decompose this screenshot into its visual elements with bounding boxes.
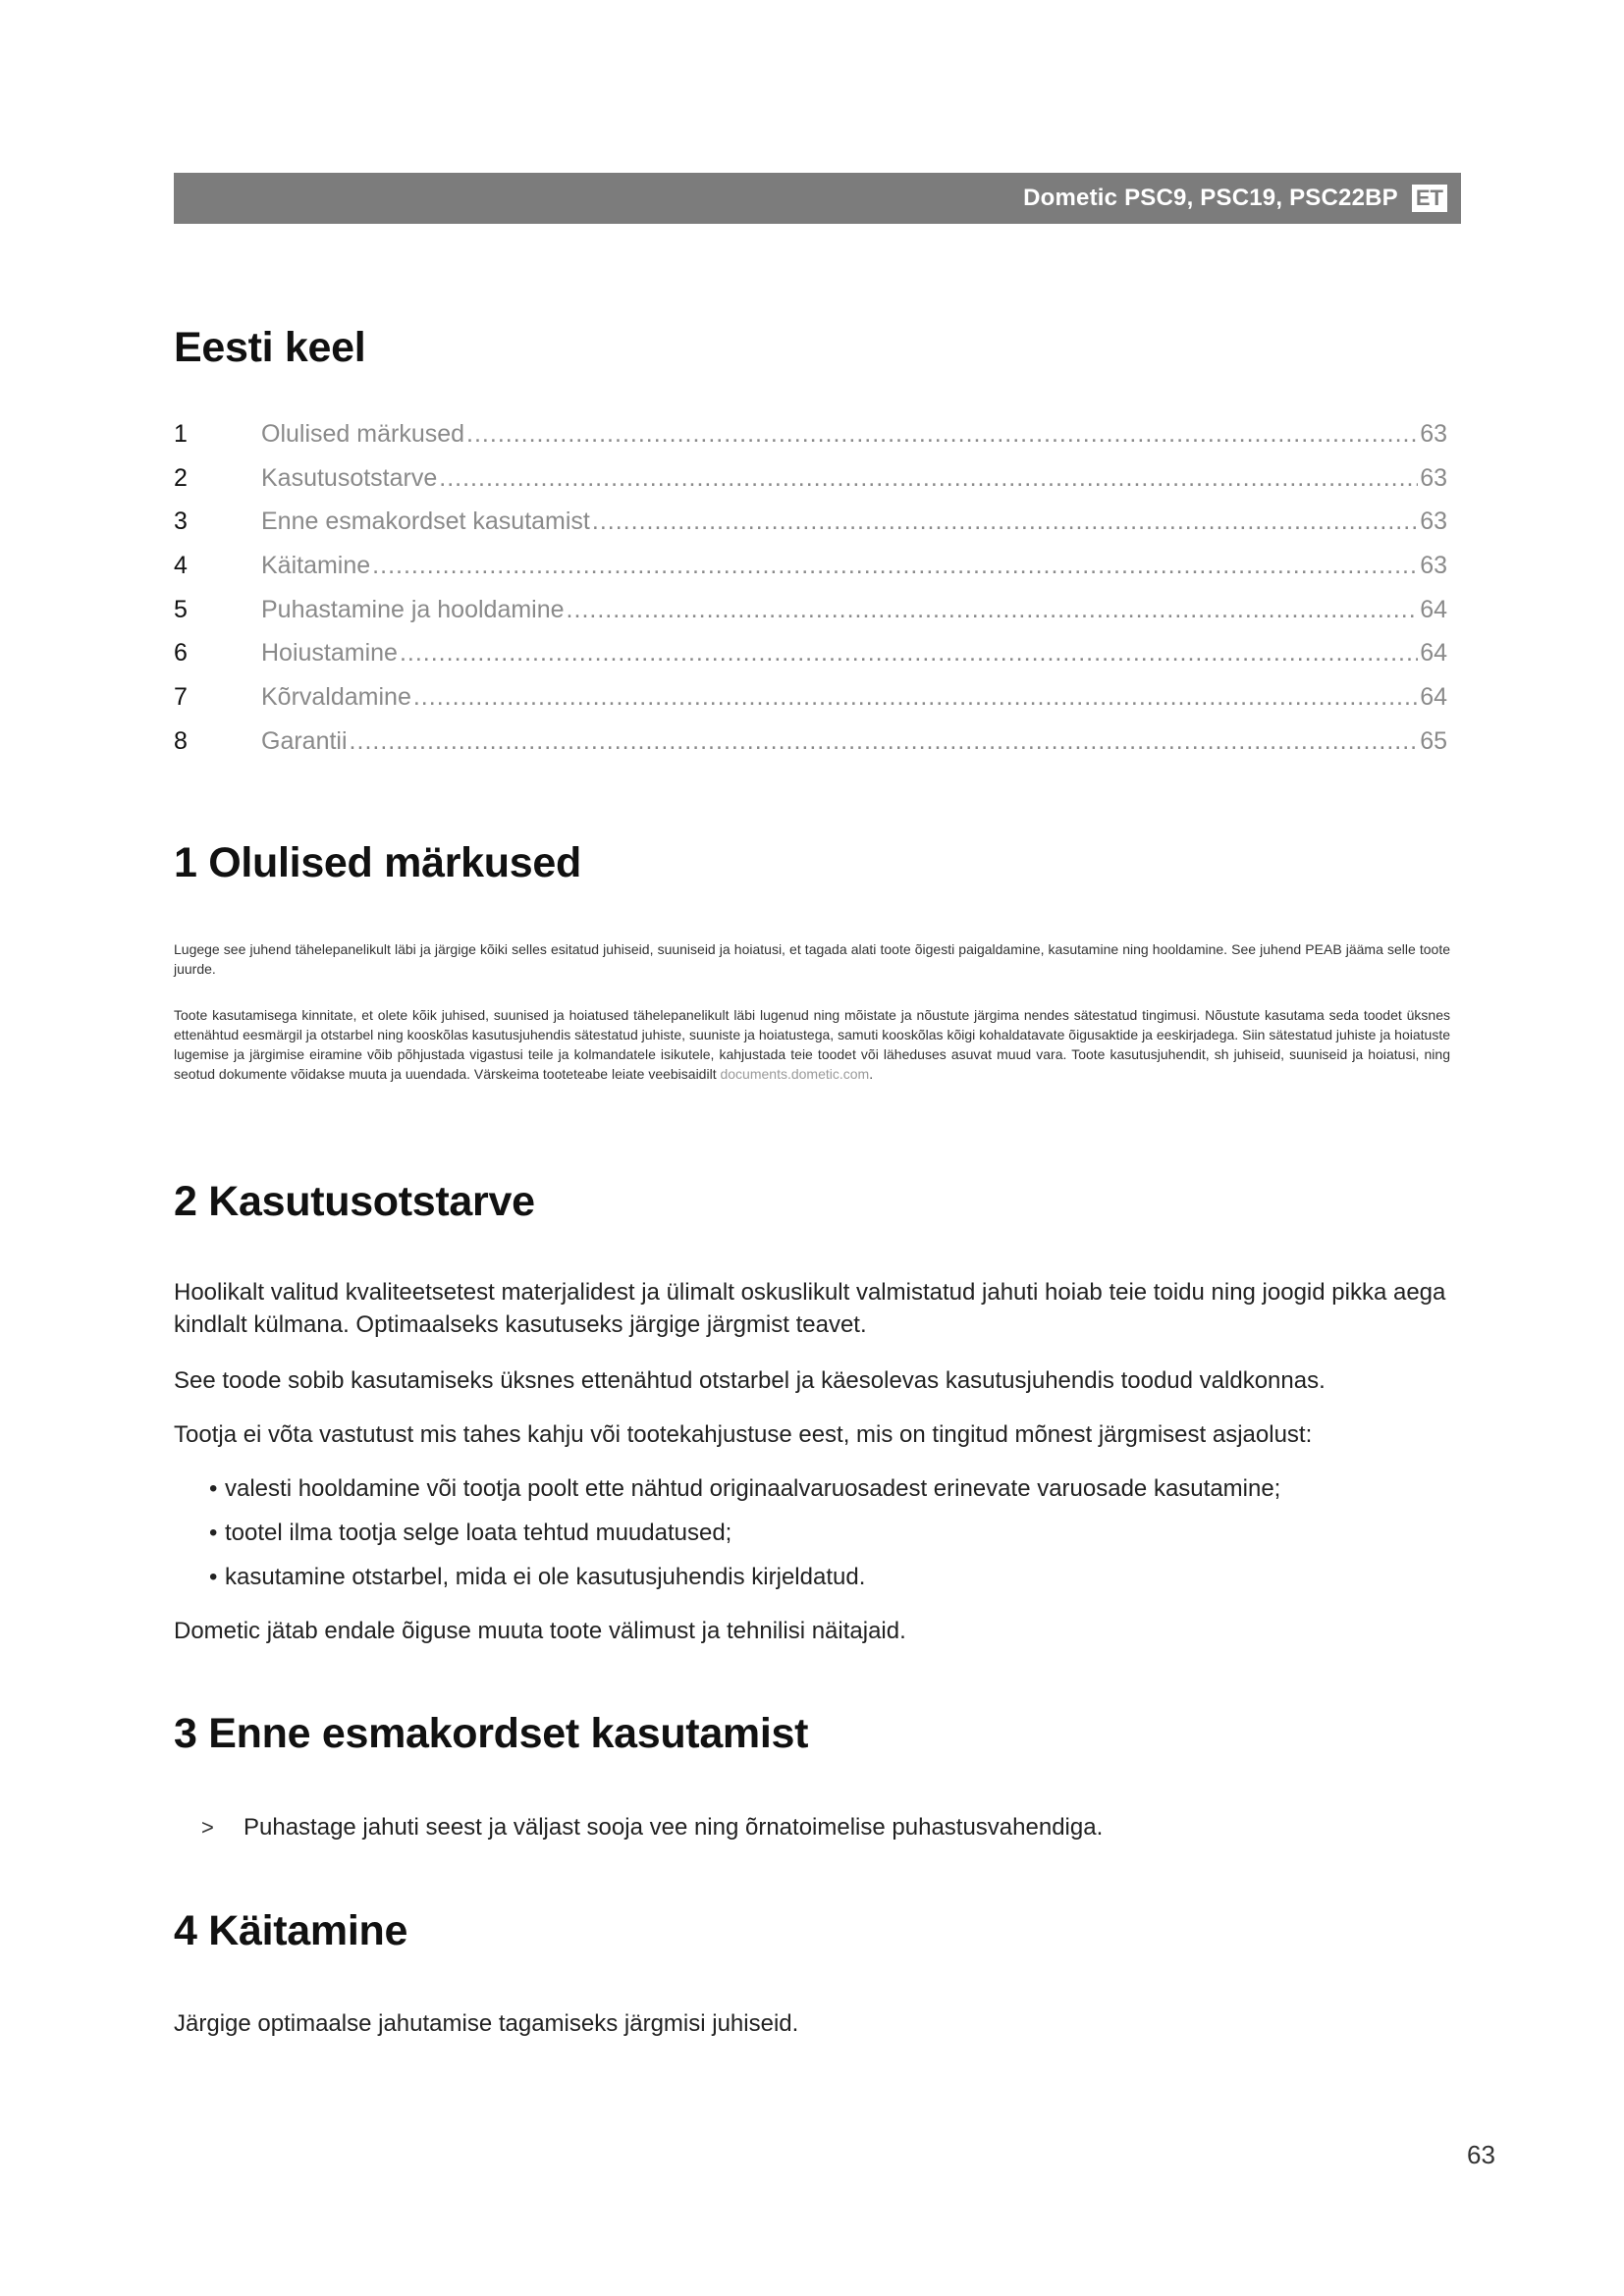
important-notes-text: Toote kasutamisega kinnitate, et olete kõik juhised, suunised ja hoiatused tähelepanelikult läbi lugenud ning mõistate ja nõustute järgima nendes sätestatud tingimusi. Nõustute kasutama seda toodet üksnes ettenähtud eesmärgil ja otstarbel ning kooskõlas kasutusjuhendis sätestatud juhiste, suuniste ja hoiatustega, samuti kooskõlas kõigi kohaldatavate õigusaktide ja eeskirjadega. Siin sätestatud juhiste ja hoiatuste lugemise ja järgimise eiramine võib põhjustada vigastusi teile ja kolmandatele isikutele, kahjustada teie toodet või läheduses asuvat muud vara. Toote kasutusjuhendit, sh juhiseid, suuniseid ja hoiatusi, ning seotud dokumente võidakse muuta ja uuendada. Värskeima tooteteabe leiate veebisaidilt <box>174 1007 1450 1082</box>
toc-page: 65 <box>1420 726 1447 755</box>
section-heading-before-first-use: 3 Enne esmakordset kasutamist <box>174 1710 809 1757</box>
toc-entry[interactable] <box>174 507 1447 552</box>
toc-page: 63 <box>1420 507 1447 536</box>
toc-number: 3 <box>174 507 188 536</box>
list-item <box>209 1561 865 1593</box>
toc-leader-dots <box>350 727 1419 756</box>
toc-entry[interactable] <box>174 596 1447 640</box>
toc-leader-dots <box>372 552 1418 580</box>
step-arrow-icon: > <box>201 1815 214 1840</box>
instruction-text: Puhastage jahuti seest ja väljast sooja vee ning õrnatoimelise puhastusvahendiga. <box>244 1814 1104 1841</box>
toc-entry[interactable] <box>174 727 1447 772</box>
intended-use-paragraph-3: Tootja ei võta vastutust mis tahes kahju või tootekahjustuse eest, mis on tingitud mõnest järgmisest asjaolust: <box>174 1421 1313 1448</box>
toc-entry[interactable] <box>174 683 1447 727</box>
toc-page: 63 <box>1420 552 1447 580</box>
header-bar <box>174 173 1461 224</box>
toc-title: Kasutusotstarve <box>261 463 438 492</box>
toc-page: 64 <box>1420 683 1447 712</box>
toc-title: Garantii <box>261 726 348 755</box>
website-link[interactable]: documents.dometic.com <box>720 1066 870 1082</box>
intended-use-paragraph-4: Dometic jätab endale õiguse muuta toote välimust ja tehnilisi näitajaid. <box>174 1618 906 1644</box>
section-heading-important-notes: 1 Olulised märkused <box>174 839 581 886</box>
page-number: 63 <box>1467 2140 1495 2169</box>
toc-number: 2 <box>174 463 188 492</box>
toc-title: Hoiustamine <box>261 639 398 667</box>
toc-number: 4 <box>174 552 188 580</box>
toc-title: Olulised märkused <box>261 420 465 448</box>
list-item-text: valesti hooldamine või tootja poolt ette nähtud originaalvaruosadest erinevate varuosade kasutamine; <box>225 1475 1281 1502</box>
page-title: Eesti keel <box>174 324 366 371</box>
toc-leader-dots <box>439 464 1418 493</box>
section-heading-intended-use: 2 Kasutusotstarve <box>174 1178 535 1225</box>
toc-leader-dots <box>466 420 1418 449</box>
toc-page: 63 <box>1420 420 1447 448</box>
toc-number: 8 <box>174 726 188 755</box>
list-item-text: kasutamine otstarbel, mida ei ole kasutusjuhendis kirjeldatud. <box>225 1564 866 1590</box>
toc-leader-dots <box>567 596 1419 624</box>
toc-entry[interactable] <box>174 420 1447 464</box>
bullet-dot: • <box>209 1475 218 1502</box>
intended-use-paragraph-1: Hoolikalt valitud kvaliteetsetest materjalidest ja ülimalt oskuslikult valmistatud jahuti hoiab teie toidu ning joogid pikka aega kindlalt külmana. Optimaalseks kasutuseks järgige järgmist teavet. <box>174 1279 1446 1338</box>
toc-leader-dots <box>592 507 1418 536</box>
operation-paragraph-1: Järgige optimaalse jahutamise tagamiseks järgmisi juhiseid. <box>174 2010 799 2037</box>
toc-page: 63 <box>1420 463 1447 492</box>
toc-title: Enne esmakordset kasutamist <box>261 507 590 536</box>
toc-entry[interactable] <box>174 464 1447 508</box>
toc-entry[interactable] <box>174 639 1447 683</box>
toc-leader-dots <box>400 639 1418 667</box>
toc-entry[interactable] <box>174 552 1447 596</box>
bullet-dot: • <box>209 1564 218 1590</box>
list-item <box>209 1517 731 1549</box>
list-item-text: tootel ilma tootja selge loata tehtud muudatused; <box>225 1520 732 1546</box>
toc-title: Käitamine <box>261 552 371 580</box>
toc-page: 64 <box>1420 639 1447 667</box>
toc-number: 1 <box>174 420 188 448</box>
toc-leader-dots <box>413 683 1418 712</box>
important-notes-paragraph-2 <box>174 1005 1450 1084</box>
section-heading-operation: 4 Käitamine <box>174 1907 408 1954</box>
toc-page: 64 <box>1420 595 1447 623</box>
toc-title: Puhastamine ja hooldamine <box>261 595 565 623</box>
toc-number: 5 <box>174 595 188 623</box>
toc-number: 6 <box>174 639 188 667</box>
paragraph-end: . <box>869 1066 874 1082</box>
list-item <box>209 1472 1280 1505</box>
toc-number: 7 <box>174 683 188 712</box>
table-of-contents <box>174 420 1447 772</box>
important-notes-paragraph-1: Lugege see juhend tähelepanelikult läbi ja järgige kõiki selles esitatud juhiseid, suuniseid ja hoiatusi, et tagada alati toote õigesti paigaldamine, kasutamine ning hooldamine. See juhend PEAB jääma selle toote juurde. <box>174 941 1450 977</box>
instruction-step <box>201 1811 1103 1843</box>
bullet-dot: • <box>209 1520 218 1546</box>
intended-use-paragraph-2: See toode sobib kasutamiseks üksnes ettenähtud otstarbel ja käesolevas kasutusjuhendis toodud valdkonnas. <box>174 1367 1326 1394</box>
language-badge: ET <box>1412 185 1447 212</box>
header-title: Dometic PSC9, PSC19, PSC22BP <box>1023 185 1398 211</box>
toc-title: Kõrvaldamine <box>261 683 411 712</box>
